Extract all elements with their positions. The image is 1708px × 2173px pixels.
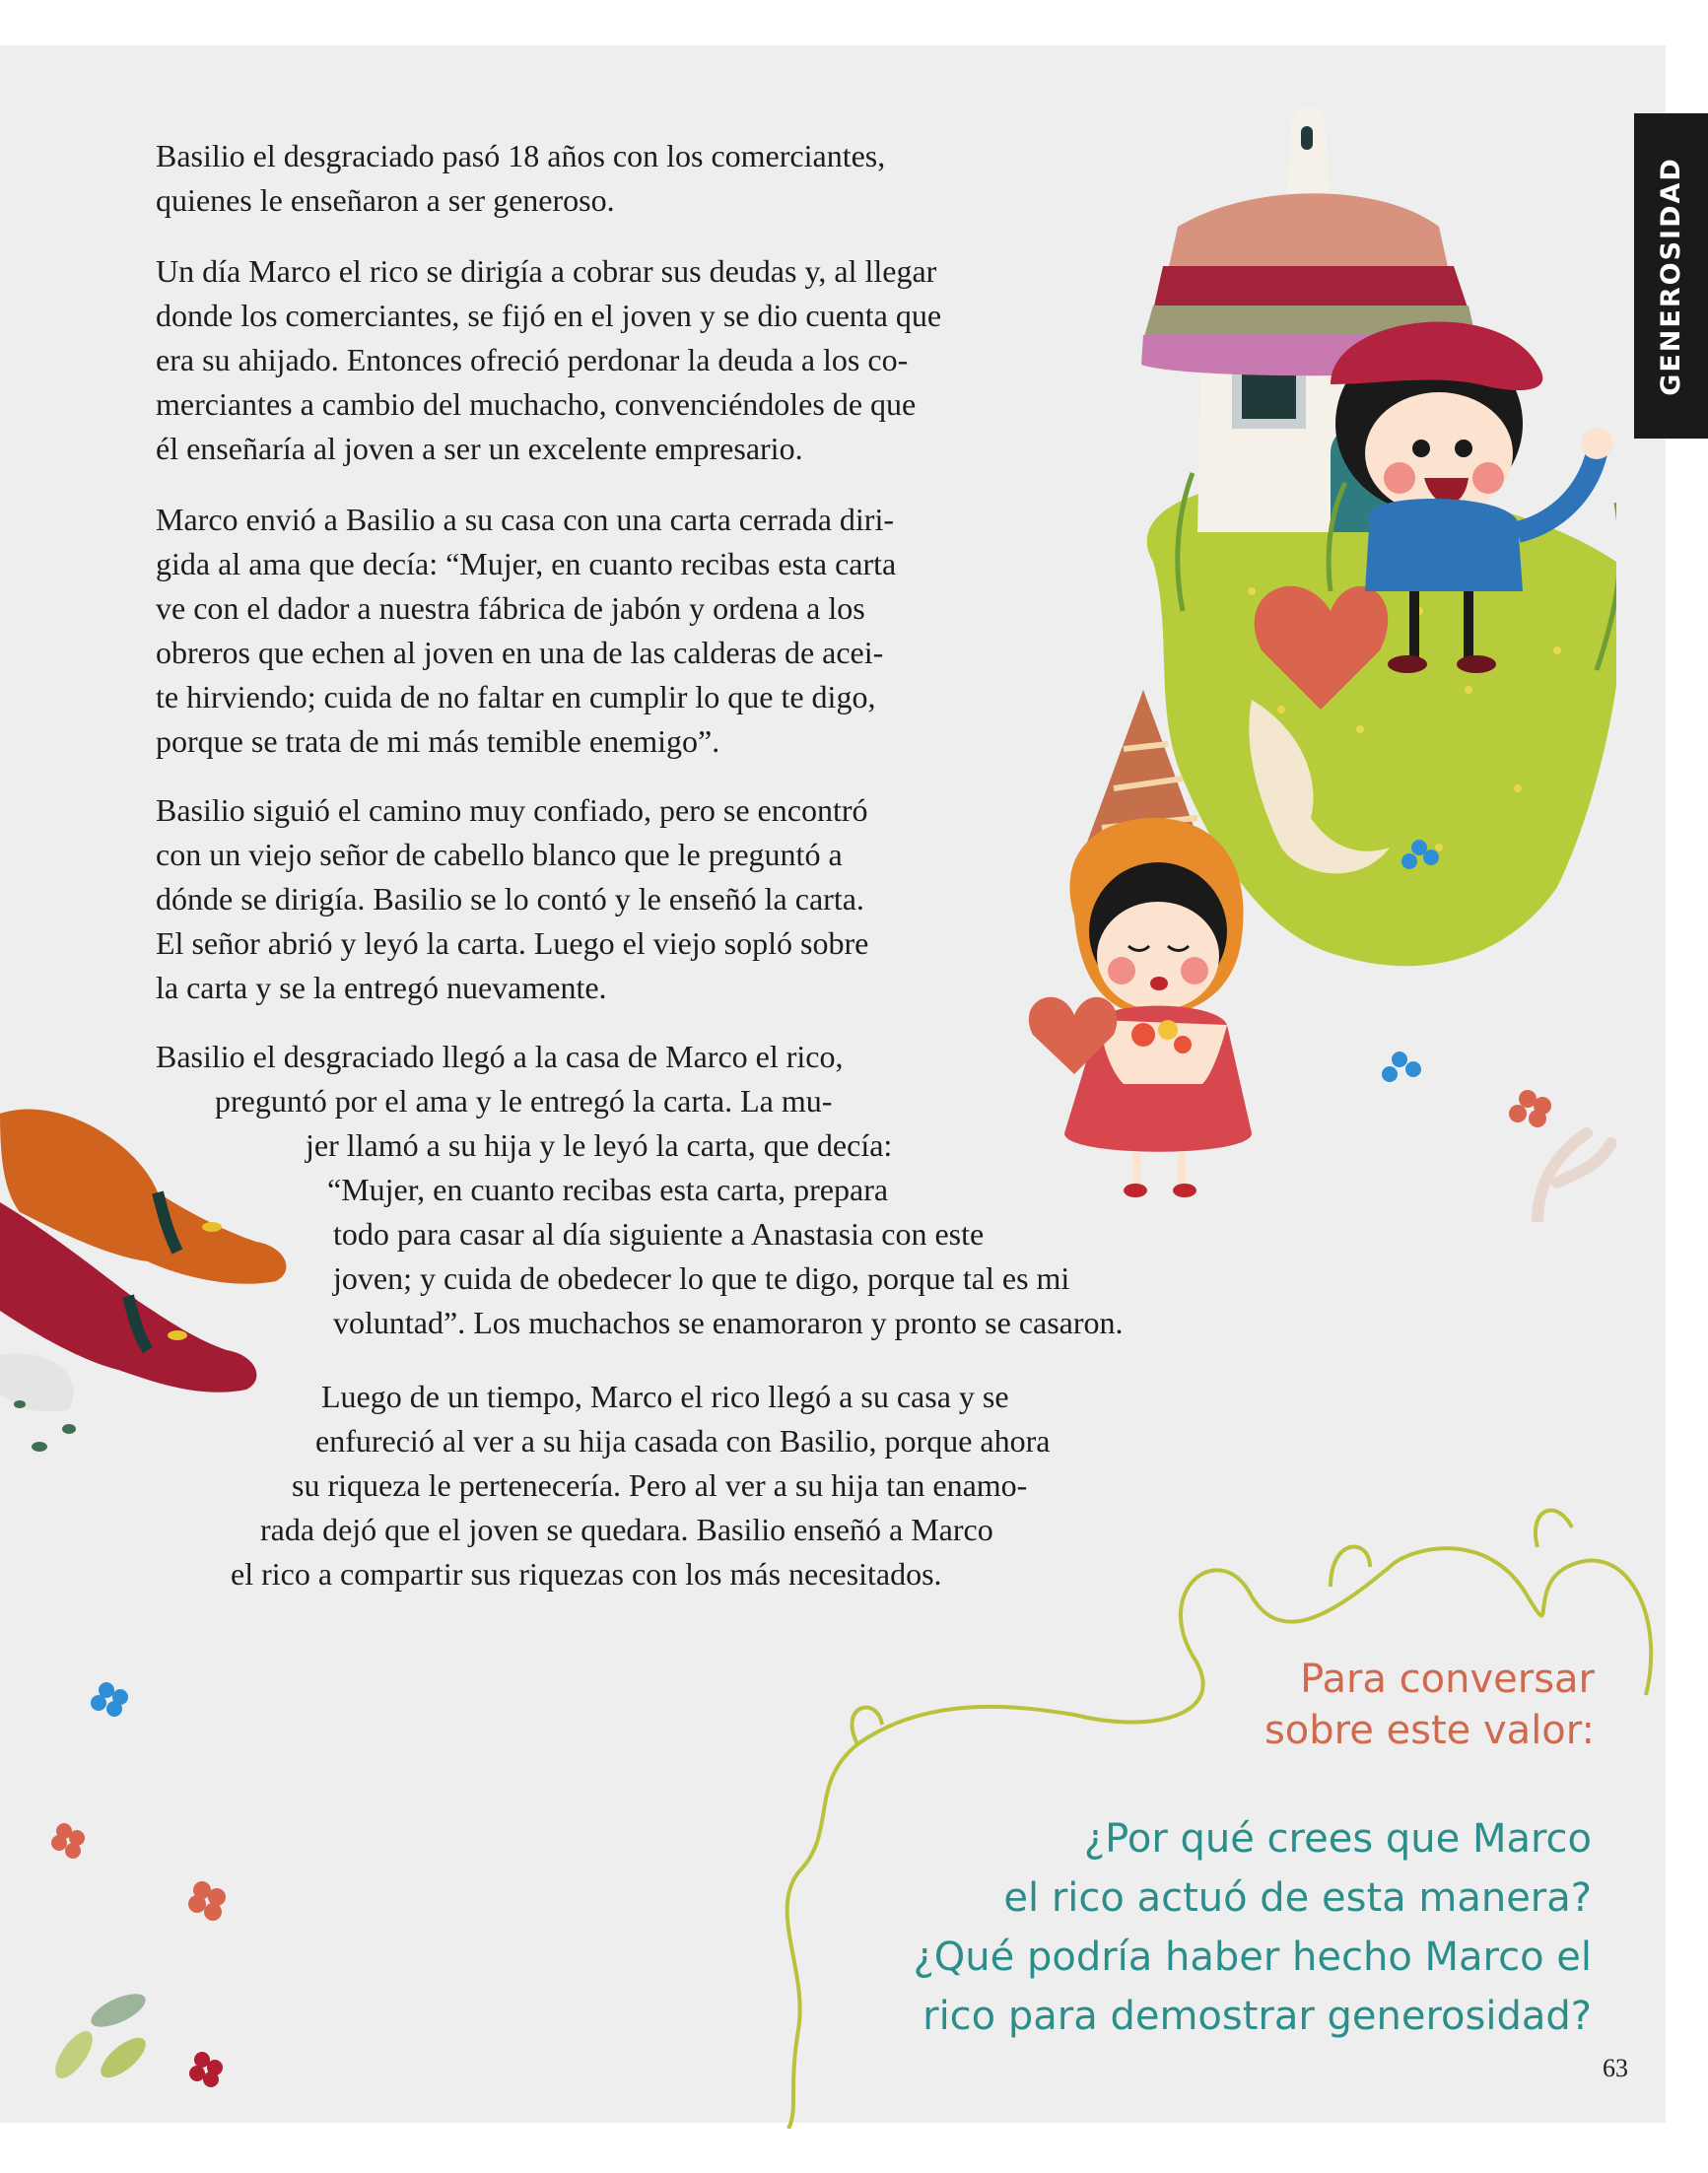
text-line: porque se trata de mi más temible enemigo”. [156,723,720,759]
text-line: rada dejó que el joven se quedara. Basilio enseñó a Marco [260,1512,993,1547]
text-line: donde los comerciantes, se fijó en el joven y se dio cuenta que [156,298,942,333]
text-line: enfureció al ver a su hija casada con Basilio, porque ahora [315,1423,1051,1459]
text-line: te hirviendo; cuida de no faltar en cumplir lo que te digo, [156,679,876,714]
text-line: todo para casar al día siguiente a Anastasia con este [333,1216,985,1252]
discussion-question-line: rico para demostrar generosidad? [922,1994,1592,2039]
text-line: el rico a compartir sus riquezas con los más necesitados. [231,1556,942,1592]
text-line: ve con el dador a nuestra fábrica de jabón y ordena a los [156,590,865,626]
discussion-title-line: Para conversar [1300,1657,1595,1702]
text-line: Marco envió a Basilio a su casa con una carta cerrada diri- [156,502,894,537]
story-paragraph [156,1375,1050,1596]
discussion-question-line: ¿Qué podría haber hecho Marco el [913,1935,1592,1980]
section-tab [1634,113,1708,439]
discussion-questions [914,1809,1592,2046]
text-line: merciantes a cambio del muchacho, convenciéndoles de que [156,386,917,422]
text-line: “Mujer, en cuanto recibas esta carta, prepara [327,1172,889,1207]
story-paragraph [156,1035,1124,1345]
discussion-question-line: ¿Por qué crees que Marco [1083,1816,1592,1862]
text-line: dónde se dirigía. Basilio se lo contó y le enseñó la carta. [156,881,864,917]
text-line: preguntó por el ama y le entregó la carta. La mu- [215,1083,833,1119]
text-line: jer llamó a su hija y le leyó la carta, que decía: [306,1127,893,1163]
text-line: Basilio el desgraciado pasó 18 años con los comerciantes, [156,138,886,173]
text-line: la carta y se la entregó nuevamente. [156,970,607,1005]
scattered-flowers-decoration [30,1665,246,2089]
section-tab-label: GENEROSIDAD [1656,156,1687,396]
text-line: Un día Marco el rico se dirigía a cobrar sus deudas y, al llegar [156,253,937,289]
text-line: gida al ama que decía: “Mujer, en cuanto recibas esta carta [156,546,897,581]
discussion-question-line: el rico actuó de esta manera? [1003,1875,1592,1921]
page-number: 63 [1603,2054,1628,2082]
story-paragraph [156,134,885,223]
text-line: voluntad”. Los muchachos se enamoraron y pronto se casaron. [333,1305,1124,1340]
text-line: El señor abrió y leyó la carta. Luego el viejo sopló sobre [156,925,869,961]
story-paragraph [156,788,868,1010]
discussion-title-line: sobre este valor: [1264,1708,1595,1753]
text-line: Basilio el desgraciado llegó a la casa de Marco el rico, [156,1039,844,1074]
discussion-title [1264,1654,1595,1756]
story-paragraph [156,249,941,471]
text-line: él enseñaría al joven a ser un excelente empresario. [156,431,803,466]
text-line: Luego de un tiempo, Marco el rico llegó a su casa y se [321,1379,1009,1414]
text-line: Basilio siguió el camino muy confiado, pero se encontró [156,792,868,828]
text-line: con un viejo señor de cabello blanco que le preguntó a [156,837,843,872]
text-line: su riqueza le pertenecería. Pero al ver a su hija tan enamo- [292,1467,1028,1503]
text-line: era su ahijado. Entonces ofreció perdonar la deuda a los co- [156,342,909,377]
story-paragraph [156,498,896,764]
text-line: joven; y cuida de obedecer lo que te digo, porque tal es mi [333,1260,1070,1296]
text-line: quienes le enseñaron a ser generoso. [156,182,615,218]
text-line: obreros que echen al joven en una de las calderas de acei- [156,635,884,670]
